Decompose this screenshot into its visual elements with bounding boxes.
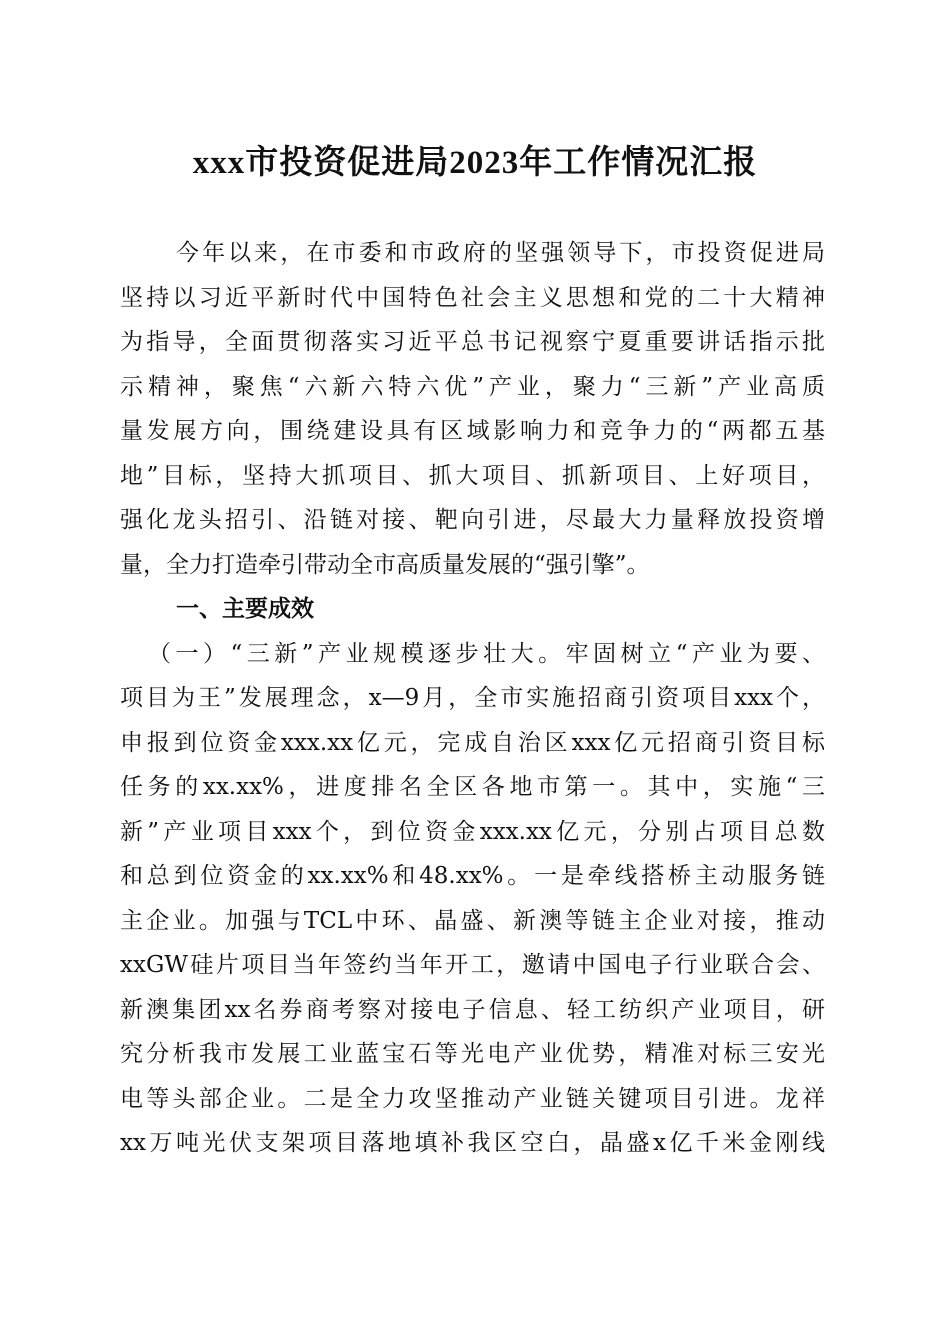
paragraph-line: 究分析我市发展工业蓝宝石等光电产业优势，精准对标三安光 — [120, 1041, 825, 1067]
document-body — [120, 231, 825, 1166]
paragraph-line: 强化龙头招引、沿链对接、靶向引进，尽最大力量释放投资增 — [120, 507, 825, 533]
paragraph-line: 项目为王”发展理念，x—9月，全市实施招商引资项目xxx个， — [120, 685, 825, 711]
paragraph-line: 量，全力打造牵引带动全市高质量发展的“强引擎”。 — [120, 551, 650, 578]
paragraph-line: 新澳集团xx名券商考察对接电子信息、轻工纺织产业项目，研 — [120, 996, 825, 1023]
paragraph-line: 主企业。加强与TCL中环、晶盛、新澳等链主企业对接，推动 — [120, 907, 825, 934]
paragraph-line: 申报到位资金xxx.xx亿元，完成自治区xxx亿元招商引资目标 — [120, 729, 825, 756]
paragraph-line: 新”产业项目xxx个，到位资金xxx.xx亿元，分别占项目总数 — [120, 818, 825, 845]
paragraph-line: 为指导，全面贯彻落实习近平总书记视察宁夏重要讲话指示批 — [120, 329, 825, 355]
paragraph-line: xxGW硅片项目当年签约当年开工，邀请中国电子行业联合会、 — [120, 952, 825, 978]
paragraph-line: 坚持以习近平新时代中国特色社会主义思想和党的二十大精神 — [120, 284, 825, 311]
paragraph-line: xx万吨光伏支架项目落地填补我区空白，晶盛x亿千米金刚线 — [120, 1130, 825, 1156]
paragraph-line: 示精神，聚焦“六新六特六优”产业，聚力“三新”产业高质 — [120, 373, 825, 400]
paragraph-line: 今年以来，在市委和市政府的坚强领导下，市投资促进局 — [176, 240, 825, 266]
paragraph-line: 地”目标，坚持大抓项目、抓大项目、抓新项目、上好项目， — [120, 462, 825, 489]
section-heading: 一、主要成效 — [176, 595, 314, 622]
paragraph-line: 电等头部企业。二是全力攻坚推动产业链关键项目引进。龙祥 — [120, 1085, 825, 1112]
paragraph-line: 量发展方向，围绕建设具有区域影响力和竞争力的“两都五基 — [120, 418, 825, 444]
paragraph-line: 和总到位资金的xx.xx%和48.xx%。一是牵线搭桥主动服务链 — [120, 863, 825, 889]
paragraph-line: 任务的xx.xx%，进度排名全区各地市第一。其中，实施“三 — [120, 774, 825, 800]
document-title: xxx市投资促进局2023年工作情况汇报 — [192, 145, 758, 181]
paragraph-line: （一）“三新”产业规模逐步壮大。牢固树立“产业为要、 — [148, 640, 825, 667]
